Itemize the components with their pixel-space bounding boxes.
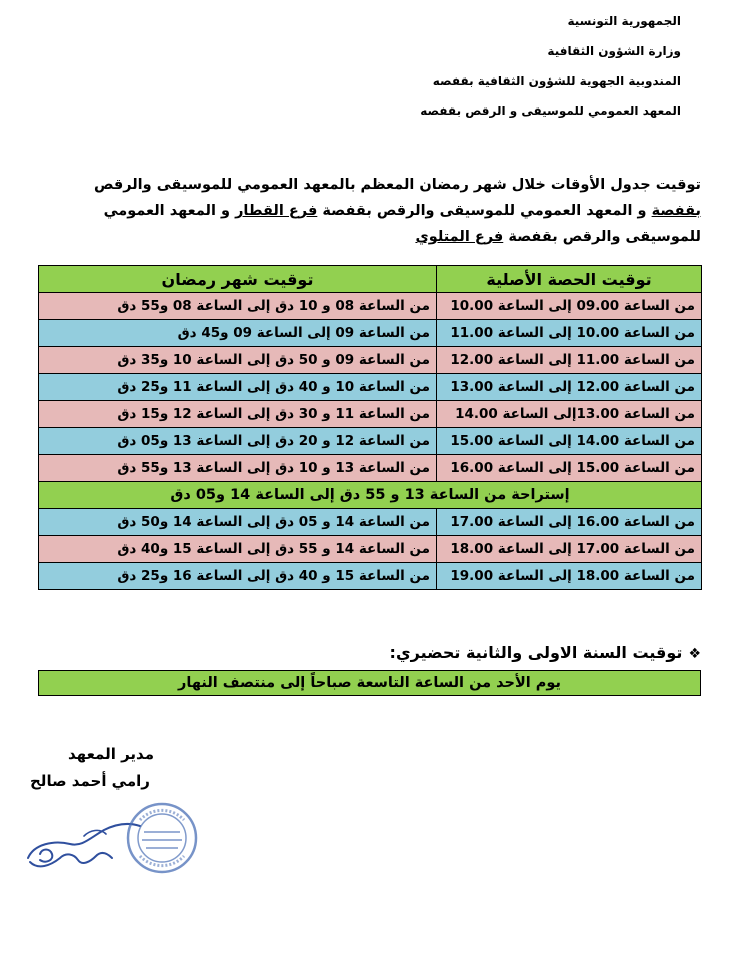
header-original-time: توقيت الحصة الأصلية: [437, 266, 702, 293]
signature-role: مدير المعهد: [68, 745, 155, 763]
cell-ramadan: من الساعة 09 و 50 دق إلى الساعة 10 و35 دق: [39, 347, 437, 374]
table-row: [39, 401, 702, 428]
header-delegation: المندوبية الجهوية للشؤون الثقافية بقفصه: [432, 74, 681, 88]
table-row: [39, 320, 702, 347]
table-row: [39, 347, 702, 374]
table-row: [39, 563, 702, 590]
intro-underline-guettar: فرع القطار: [235, 203, 318, 219]
table-row: [39, 536, 702, 563]
table-row: [39, 455, 702, 482]
table-row: [39, 374, 702, 401]
cell-original: من الساعة 18.00 إلى الساعة 19.00: [437, 563, 702, 590]
cell-ramadan: من الساعة 08 و 10 دق إلى الساعة 08 و55 دق: [39, 293, 437, 320]
table-header-row: [39, 266, 702, 293]
cell-ramadan: من الساعة 12 و 20 دق إلى الساعة 13 و05 دق: [39, 428, 437, 455]
intro-paragraph: [40, 172, 701, 250]
intro-part-1: توقيت جدول الأوقات خلال شهر رمضان المعظم بالمعهد العمومي للموسيقى والرقص: [93, 177, 701, 193]
cell-ramadan: من الساعة 10 و 40 دق إلى الساعة 11 و25 دق: [39, 374, 437, 401]
cell-original: من الساعة 11.00 إلى الساعة 12.00: [437, 347, 702, 374]
cell-ramadan: من الساعة 11 و 30 دق إلى الساعة 12 و15 دق: [39, 401, 437, 428]
intro-underline-metlaoui: فرع المتلوي: [415, 229, 504, 245]
table-row: [39, 509, 702, 536]
prep-title-text: توقيت السنة الاولى والثانية تحضيري:: [389, 643, 683, 662]
cell-ramadan: من الساعة 14 و 55 دق إلى الساعة 15 و40 دق: [39, 536, 437, 563]
cell-original: من الساعة 15.00 إلى الساعة 16.00: [437, 455, 702, 482]
intro-part-3: و المعهد العمومي للموسيقى والرقص بقفصة: [103, 203, 701, 245]
header-republic: الجمهورية التونسية: [567, 14, 681, 28]
official-stamp-icon: [126, 802, 198, 874]
header-ramadan-time: توقيت شهر رمضان: [39, 266, 437, 293]
cell-ramadan: من الساعة 09 إلى الساعة 09 و45 دق: [39, 320, 437, 347]
cell-original: من الساعة 14.00 إلى الساعة 15.00: [437, 428, 702, 455]
break-cell: إستراحة من الساعة 13 و 55 دق إلى الساعة 14 و05 دق: [39, 482, 702, 509]
header-institute: المعهد العمومي للموسيقى و الرقص بقفصه: [420, 104, 681, 118]
cell-ramadan: من الساعة 13 و 10 دق إلى الساعة 13 و55 دق: [39, 455, 437, 482]
intro-underline-gafsa: بقفصة: [651, 203, 701, 219]
break-row: [39, 482, 702, 509]
cell-original: من الساعة 09.00 إلى الساعة 10.00: [437, 293, 702, 320]
cell-original: من الساعة 16.00 إلى الساعة 17.00: [437, 509, 702, 536]
cell-original: من الساعة 17.00 إلى الساعة 18.00: [437, 536, 702, 563]
header-ministry: وزارة الشؤون الثقافية: [547, 44, 681, 58]
intro-part-2: و المعهد العمومي للموسيقى والرقص بقفصة: [317, 203, 652, 219]
table-row: [39, 293, 702, 320]
table-row: [39, 428, 702, 455]
prep-section-title: [390, 643, 701, 662]
prep-schedule-banner: يوم الأحد من الساعة التاسعة صباحاً إلى منتصف النهار: [38, 670, 701, 696]
schedule-table: [38, 265, 702, 590]
cell-original: من الساعة 10.00 إلى الساعة 11.00: [437, 320, 702, 347]
cell-original: من الساعة 13.00إلى الساعة 14.00: [437, 401, 702, 428]
signature-name: رامي أحمد صالح: [30, 772, 150, 790]
cell-original: من الساعة 12.00 إلى الساعة 13.00: [437, 374, 702, 401]
cell-ramadan: من الساعة 14 و 05 دق إلى الساعة 14 و50 دق: [39, 509, 437, 536]
signature-and-stamp: [20, 800, 200, 900]
diamond-bullet-icon: ❖: [688, 646, 701, 662]
cell-ramadan: من الساعة 15 و 40 دق إلى الساعة 16 و25 دق: [39, 563, 437, 590]
